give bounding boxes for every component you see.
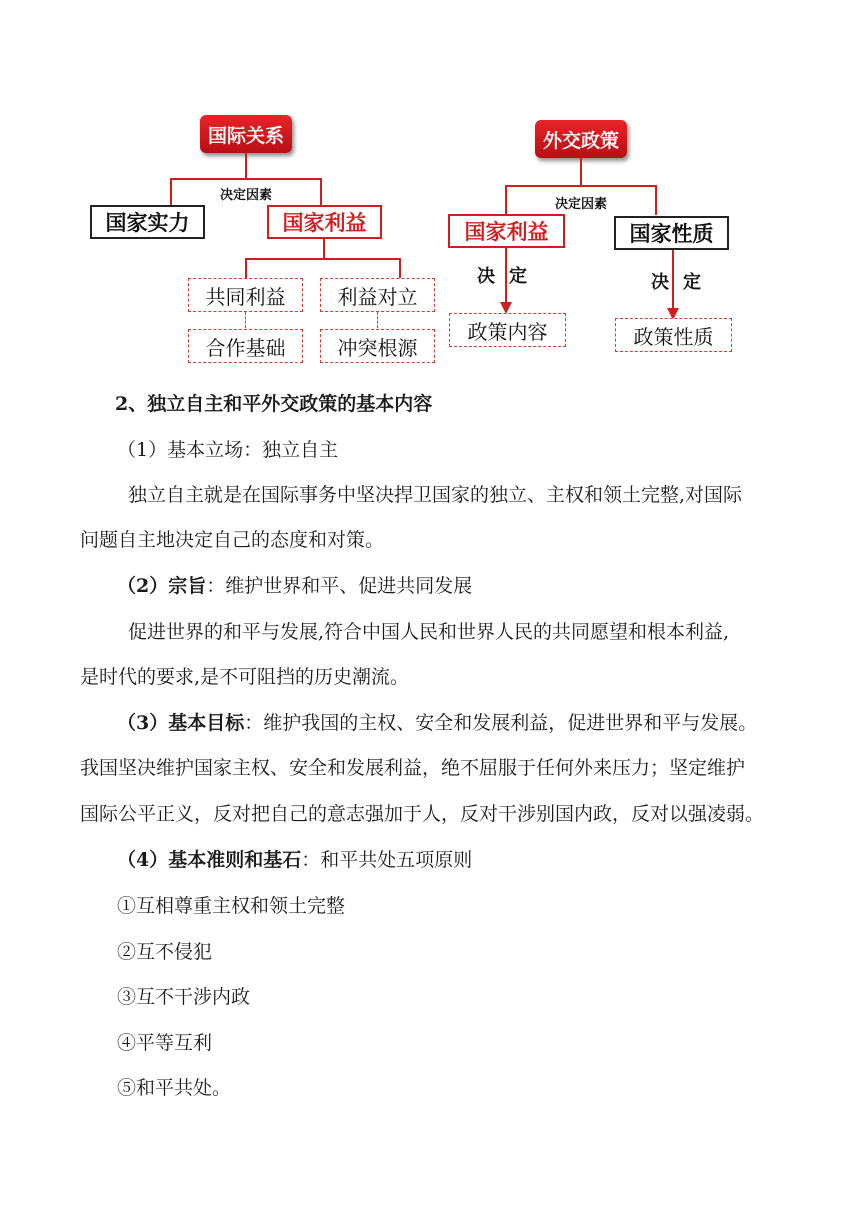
p1-label: （1）基本立场：独立自主 bbox=[117, 439, 339, 461]
left-factor-strength: 国家实力 bbox=[90, 205, 205, 239]
principle-item: ⑤和平共处。 bbox=[117, 1077, 232, 1099]
left-cooperation-basis: 合作基础 bbox=[188, 329, 303, 363]
p3-label: （3）基本目标 bbox=[117, 712, 245, 734]
right-top-tag: 外交政策 bbox=[535, 120, 627, 158]
p2-line-2: 是时代的要求,是不可阻挡的历史潮流。 bbox=[80, 666, 410, 688]
left-factor-label: 决定因素 bbox=[219, 187, 272, 203]
p2-rest: ：维护世界和平、促进共同发展 bbox=[206, 575, 473, 597]
principle-item: ④平等互利 bbox=[117, 1032, 213, 1054]
p4-label: （4）基本准则和基石 bbox=[117, 849, 302, 871]
section-heading: 2、独立自主和平外交政策的基本内容 bbox=[115, 393, 433, 415]
right-policy-nature: 政策性质 bbox=[615, 318, 732, 352]
right-factor-nature: 国家性质 bbox=[614, 216, 729, 250]
left-conflict-root: 冲突根源 bbox=[320, 329, 435, 363]
left-opposed-interest: 利益对立 bbox=[320, 278, 435, 312]
right-factor-label: 决定因素 bbox=[554, 196, 607, 212]
p2-heading bbox=[117, 574, 472, 598]
left-top-tag: 国际关系 bbox=[200, 115, 292, 153]
p1-line-1: 独立自主就是在国际事务中坚决捍卫国家的独立、主权和领土完整,对国际 bbox=[128, 484, 743, 506]
p1-line-2: 问题自主地决定自己的态度和对策。 bbox=[80, 529, 385, 551]
p2-line-1: 促进世界的和平与发展,符合中国人民和世界人民的共同愿望和根本利益, bbox=[128, 621, 730, 643]
p2-label: （2）宗旨 bbox=[117, 575, 207, 597]
p3-line-1: 我国坚决维护国家主权、安全和发展利益，绝不屈服于任何外来压力；坚定维护 bbox=[80, 757, 746, 779]
p4-heading bbox=[117, 848, 472, 872]
p3-line-2: 国际公平正义，反对把自己的意志强加于人，反对干涉别国内政，反对以强凌弱。 bbox=[80, 803, 765, 825]
right-policy-content: 政策内容 bbox=[449, 313, 566, 347]
p3-rest: ：维护我国的主权、安全和发展利益，促进世界和平与发展。 bbox=[244, 712, 758, 734]
right-factor-interest: 国家利益 bbox=[448, 214, 565, 248]
right-decide-label-a: 决定 bbox=[477, 266, 541, 287]
p4-rest: ：和平共处五项原则 bbox=[301, 849, 473, 871]
p3-heading bbox=[117, 711, 757, 735]
principle-item: ②互不侵犯 bbox=[117, 941, 213, 963]
concept-diagram bbox=[0, 0, 860, 375]
principle-item: ①互相尊重主权和领土完整 bbox=[117, 895, 346, 917]
left-factor-interest: 国家利益 bbox=[267, 205, 382, 239]
left-common-interest: 共同利益 bbox=[188, 278, 303, 312]
principle-item: ③互不干涉内政 bbox=[117, 986, 251, 1008]
right-decide-label-b: 决定 bbox=[651, 272, 715, 293]
